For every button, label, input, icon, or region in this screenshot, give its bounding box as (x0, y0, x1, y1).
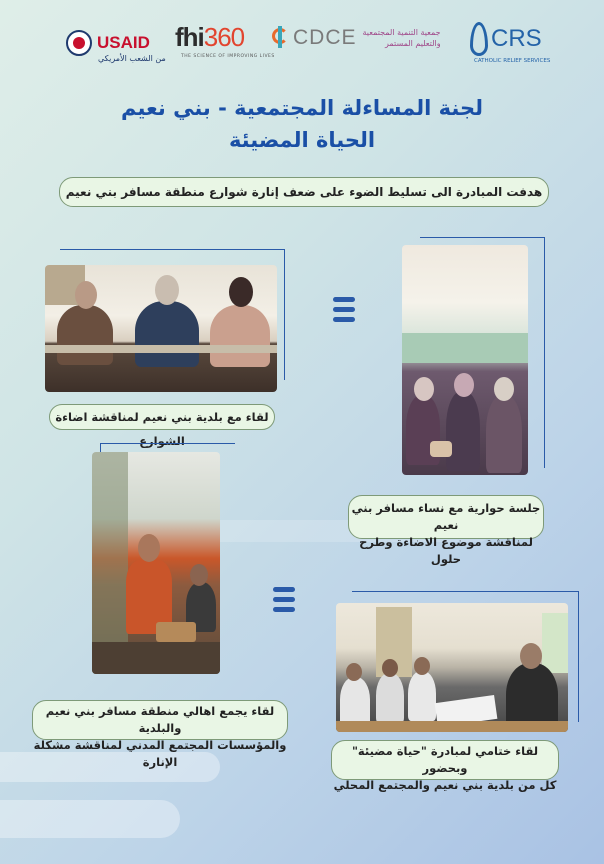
crs-logo: CRS CATHOLIC RELIEF SERVICES (470, 22, 542, 56)
initiative-goal-banner: هدفت المبادرة الى تسليط الضوء على ضعف إنارة شوارع منطقة مسافر بني نعيم (59, 177, 549, 207)
cdce-mark-icon (272, 26, 290, 50)
page-subtitle: الحياة المضيئة (228, 128, 376, 152)
partner-logos (60, 22, 564, 74)
cdce-logo: CDCE جمعية التنمية المجتمعية والتعليم المستمر (272, 26, 441, 50)
caption-women-dialogue-session: جلسة حوارية مع نساء مسافر بني نعيم لمناقشة موضوع الاضاءة وطرح حلول (348, 495, 544, 539)
caption-municipality-meeting: لقاء مع بلدية بني نعيم لمناقشة اضاءة الشوارع (49, 404, 275, 430)
photo-municipality-meeting (45, 265, 277, 392)
photo-closing-meeting (336, 603, 568, 732)
crs-flame-icon (470, 22, 488, 56)
caption-closing-meeting: لقاء ختامي لمبادرة "حياة مضيئة" وبحضور كل من بلدية بني نعيم والمجتمع المحلي (331, 740, 559, 780)
decorative-bars (273, 587, 295, 617)
usaid-seal-icon (66, 30, 92, 56)
photo-women-dialogue-session (402, 245, 528, 475)
caption-community-residents-meeting: لقاء يجمع اهالي منطقة مسافر بني نعيم والبلدية والمؤسسات المجتمع المدني لمناقشة مشكلة الإنارة (32, 700, 288, 740)
decorative-stripe (0, 800, 180, 838)
decorative-bars (333, 297, 355, 327)
page-title: لجنة المساءلة المجتمعية - بني نعيم (121, 96, 483, 120)
photo-community-residents-meeting (92, 452, 220, 674)
usaid-logo: USAID من الشعب الأمريكي (66, 30, 150, 56)
fhi360-logo: fhi360 THE SCIENCE OF IMPROVING LIVES (175, 22, 275, 59)
